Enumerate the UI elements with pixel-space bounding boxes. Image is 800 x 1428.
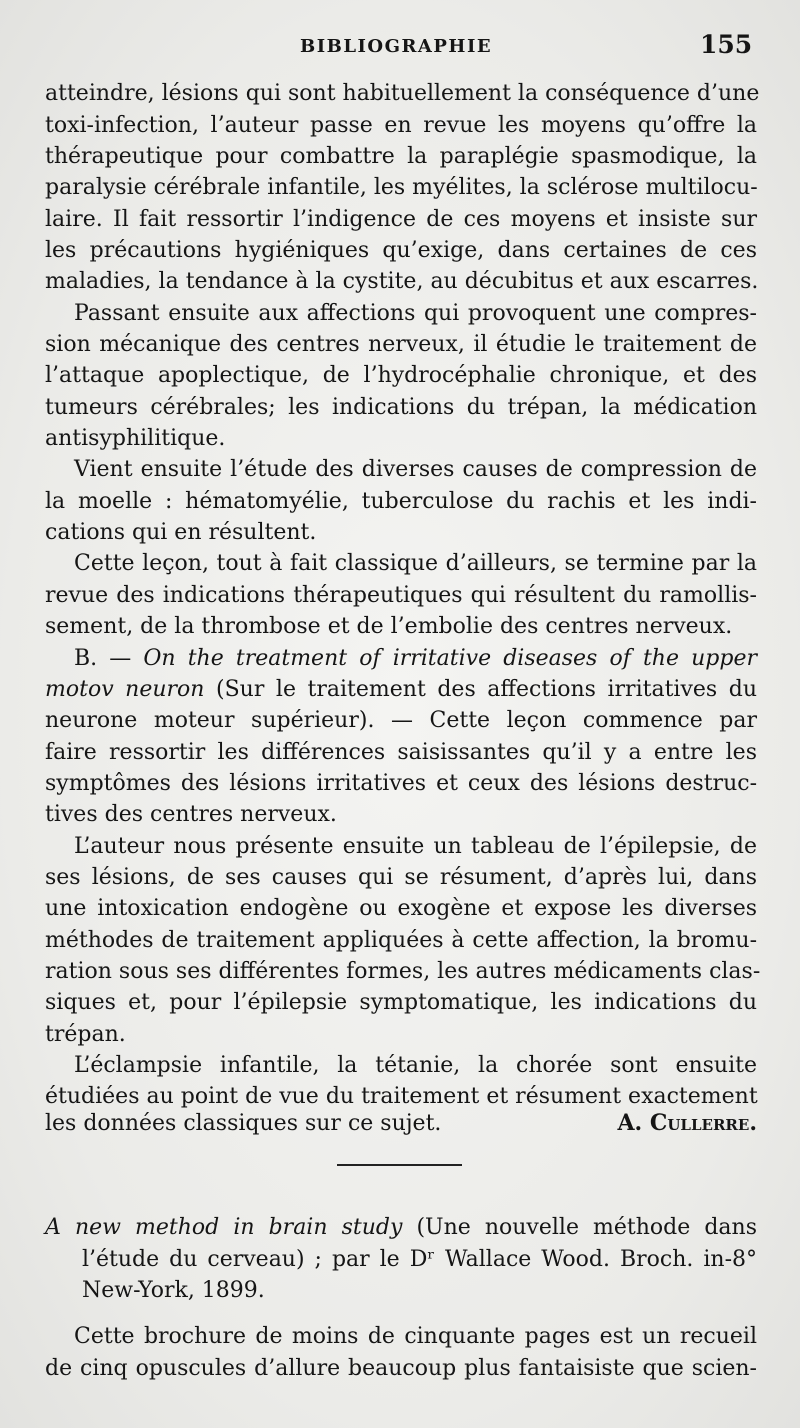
text-line: atteindre, lésions qui sont habituellement la conséquence d’une [45, 81, 760, 106]
text-line: cations qui en résultent. [45, 520, 317, 545]
text-line: siques et, pour l’épilepsie symptomatique, les indications du [45, 990, 757, 1015]
text-fragment: (Une nouvelle méthode dans [402, 1215, 758, 1240]
text-line: laire. Il fait ressortir l’indigence de ces moyens et insiste sur [45, 207, 757, 232]
text-fragment: (Sur le traitement des affections irritatives du [204, 677, 757, 702]
text-line: faire ressortir les différences saisissantes qu’il y a entre les [45, 740, 757, 765]
review-title-line [45, 1212, 757, 1243]
text-line: trépan. [45, 1022, 126, 1047]
text-line: thérapeutique pour combattre la paraplégie spasmodique, la [45, 144, 757, 169]
text-line: maladies, la tendance à la cystite, au décubitus et aux escarres. [45, 269, 759, 294]
section-b-title: On the treatment of irritative diseases of the upper [143, 646, 757, 671]
text-line: toxi-infection, l’auteur passe en revue les moyens qu’offre la [45, 113, 757, 138]
signature-initial: A. [617, 1110, 650, 1136]
page-header [0, 30, 800, 64]
text-line: les précautions hygiéniques qu’exige, dans certaines de ces [45, 238, 757, 263]
section-b-heading [74, 643, 757, 674]
text-line: sement, de la thrombose et de l’embolie des centres nerveux. [45, 614, 733, 639]
text-line: tives des centres nerveux. [45, 802, 337, 827]
text-line: neurone moteur supérieur). — Cette leçon commence par [45, 708, 757, 733]
text-line: l’étude du cerveau) ; par le Dʳ Wallace Wood. Broch. in-8° [82, 1247, 757, 1272]
page-number: 155 [700, 30, 753, 59]
text-line: l’attaque apoplectique, de l’hydrocéphalie chronique, et des [45, 363, 757, 388]
section-b-label: B. — [74, 646, 144, 671]
review-signature [617, 1108, 757, 1139]
text-line: antisyphilitique. [45, 426, 226, 451]
text-line: Cette leçon, tout à fait classique d’ailleurs, se termine par la [74, 551, 757, 576]
text-line: L’auteur nous présente ensuite un tableau de l’épilepsie, de [74, 834, 757, 859]
running-head: BIBLIOGRAPHIE [300, 36, 493, 57]
text-line: paralysie cérébrale infantile, les myélites, la sclérose multilocu- [45, 175, 758, 200]
text-line: une intoxication endogène ou exogène et expose les diverses [45, 896, 757, 921]
text-line: la moelle : hématomyélie, tuberculose du rachis et les indi- [45, 489, 757, 514]
text-line: ses lésions, de ses causes qui se résument, d’après lui, dans [45, 865, 757, 890]
section-divider [337, 1164, 462, 1166]
text-line: New-York, 1899. [82, 1278, 265, 1303]
text-line: méthodes de traitement appliquées à cette affection, la bromu- [45, 928, 757, 953]
text-line: L’éclampsie infantile, la tétanie, la chorée sont ensuite [74, 1053, 757, 1078]
text-line: tumeurs cérébrales; les indications du trépan, la médication [45, 395, 757, 420]
review-title: A new method in brain study [45, 1215, 403, 1240]
text-line: Vient ensuite l’étude des diverses causes de compression de [74, 457, 757, 482]
text-line: les données classiques sur ce sujet. [45, 1111, 442, 1136]
text-line: ration sous ses différentes formes, les autres médicaments clas- [45, 959, 761, 984]
text-line: Cette brochure de moins de cinquante pages est un recueil [74, 1324, 757, 1349]
signature-name: Cullerre. [649, 1110, 757, 1136]
text-line: Passant ensuite aux affections qui provoquent une compres- [74, 301, 757, 326]
text-line: revue des indications thérapeutiques qui résultent du ramollis- [45, 583, 757, 608]
section-b-title: motov neuron [45, 677, 205, 702]
text-line: symptômes des lésions irritatives et ceux des lésions destruc- [45, 771, 757, 796]
text-line [45, 674, 757, 705]
text-line: étudiées au point de vue du traitement et résument exactement [45, 1084, 758, 1109]
text-line: sion mécanique des centres nerveux, il étudie le traitement de [45, 332, 757, 357]
text-line: de cinq opuscules d’allure beaucoup plus fantaisiste que scien- [45, 1356, 757, 1381]
